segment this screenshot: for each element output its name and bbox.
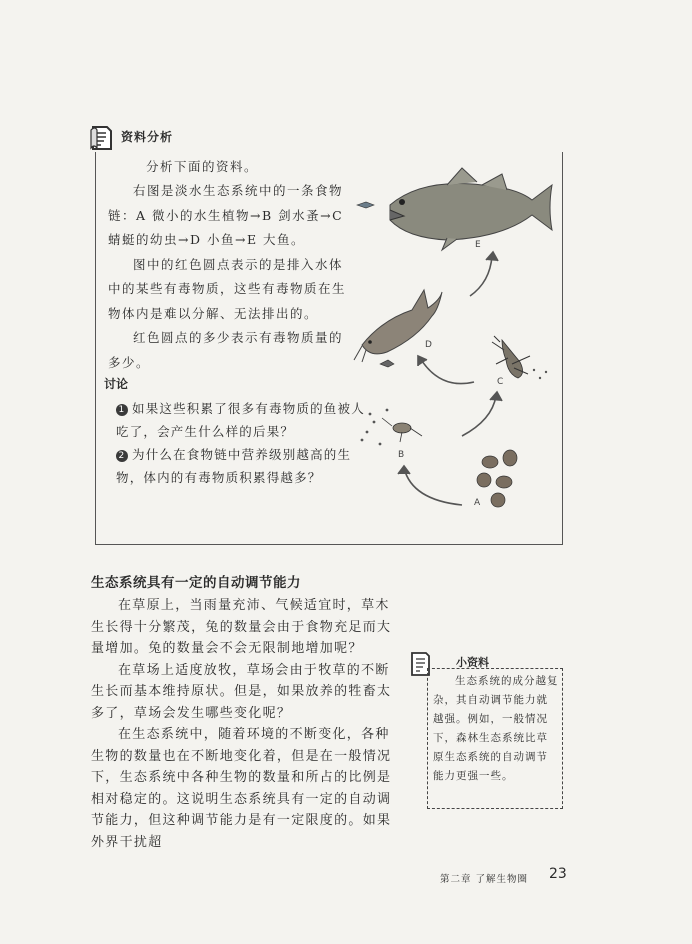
paragraph-food-chain: 右图是淡水生态系统中的一条食物链：A 微小的水生植物→B 剑水蚤→C 蜻蜓的幼虫→D 小鱼→E 大鱼。 bbox=[108, 183, 344, 247]
label-c: C bbox=[497, 377, 504, 387]
paragraph-grassland: 在草原上，当雨量充沛、气候适宜时，草木生长得十分繁茂，兔的数量会由于食物充足而大量增加。兔的数量会不会无限制地增加呢？ bbox=[91, 598, 392, 656]
sidebar-text bbox=[433, 672, 559, 786]
question-number: 2 bbox=[116, 450, 128, 462]
intro-text: 分析下面的资料。 bbox=[146, 159, 259, 174]
question-text: 为什么在食物链中营养级别越高的生物，体内的有毒物质积累得越多？ bbox=[116, 447, 352, 485]
chapter-footer: 第二章 了解生物圈 bbox=[440, 874, 529, 885]
dragonfly-larva-illustration bbox=[492, 336, 547, 379]
data-analysis-text bbox=[121, 155, 369, 180]
copepod-illustration bbox=[361, 409, 422, 446]
question-text: 如果这些积累了很多有毒物质的鱼被人吃了，会产生什么样的后果？ bbox=[116, 401, 365, 439]
label-d: D bbox=[425, 340, 432, 350]
label-e: E bbox=[475, 240, 481, 250]
paragraph-red-dots: 红色圆点的多少表示有毒物质量的多少。 bbox=[108, 330, 344, 370]
label-b: B bbox=[398, 450, 405, 460]
section-heading: 生态系统具有一定的自动调节能力 bbox=[91, 575, 301, 591]
big-fish-illustration bbox=[357, 168, 552, 250]
question-number: 1 bbox=[116, 404, 128, 416]
aquatic-plant-illustration bbox=[477, 450, 517, 507]
sidebar-paragraph: 生态系统的成分越复杂，其自动调节能力就越强。例如，一般情况下，森林生态系统比草原生态系统的自动调节能力更强一些。 bbox=[433, 675, 559, 782]
food-chain-description bbox=[108, 179, 356, 375]
data-analysis-title: 资料分析 bbox=[121, 130, 174, 144]
discussion-question-2 bbox=[116, 443, 372, 489]
paragraph-grazing: 在草场上适度放牧，草场会由于牧草的不断生长而基本维持原状。但是，如果放养的牲畜太多了，草场会发生哪些变化呢？ bbox=[91, 662, 392, 721]
paragraph-regulation: 在生态系统中，随着环境的不断变化，各种生物的数量也在不断地变化着，但是在一般情况下，生态系统中各种生物的数量和所占的比例是相对稳定的。这说明生态系统具有一定的自动调节能力，但这种调节能力是有一定限度的。如果外界干扰超 bbox=[91, 727, 392, 850]
data-analysis-icon bbox=[89, 124, 115, 152]
food-chain-illustration bbox=[352, 160, 562, 520]
page-number: 23 bbox=[549, 866, 567, 882]
section-body bbox=[91, 595, 401, 853]
small-fish-illustration bbox=[354, 290, 442, 367]
discussion-question-1 bbox=[116, 397, 372, 443]
sidebar-title: 小资料 bbox=[456, 656, 489, 669]
discussion-title: 讨论 bbox=[104, 377, 129, 391]
label-a: A bbox=[474, 498, 481, 508]
paragraph-toxins: 图中的红色圆点表示的是排入水体中的某些有毒物质，这些有毒物质在生物体内是难以分解、无法排出的。 bbox=[108, 256, 347, 321]
